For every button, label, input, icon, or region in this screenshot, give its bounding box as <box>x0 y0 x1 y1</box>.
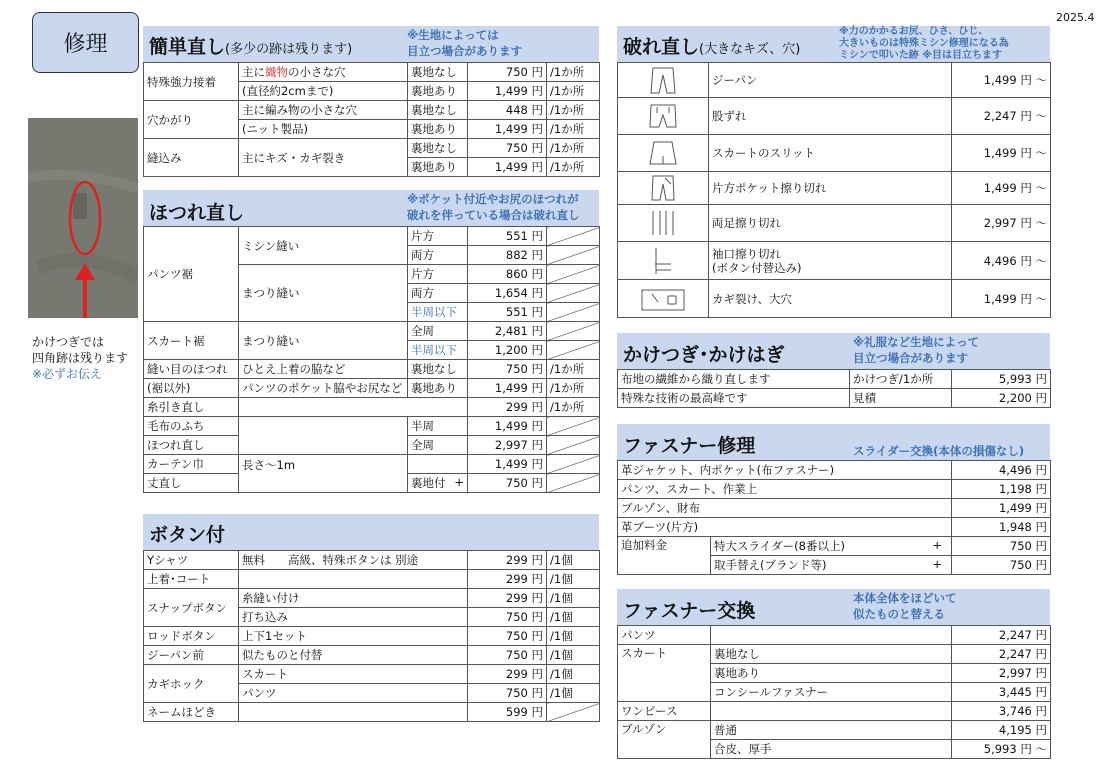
fasner-repair-table <box>617 460 1051 575</box>
table-row: カギ裂け、大穴 1,499 円 ～ <box>618 280 1051 318</box>
table-row: 毛布のふち 半周 1,499 円 <box>144 417 600 436</box>
kantan-table <box>143 62 600 177</box>
kantan-section <box>143 26 599 177</box>
table-row: (ニット製品) 裏地あり 1,499 円 /1か所 <box>144 120 600 139</box>
table-row: 丈直し 裏地付 + 750 円 <box>144 474 600 493</box>
table-row: (裾以外) パンツのポケット脇やお尻など 裏地あり 1,499 円 /1か所 <box>144 379 600 398</box>
table-row: カギホック スカート 299 円 /1個 <box>144 665 600 684</box>
button-section <box>143 514 599 722</box>
table-row: パンツ、スカート、作業上 1,198 円 <box>618 480 1051 499</box>
table-row: ネームほどき 599 円 <box>144 703 600 722</box>
kaketsugi-note <box>32 334 128 382</box>
fasner-repair-title: ファスナー修理 <box>623 435 756 457</box>
photo-annotation-icon <box>28 118 138 318</box>
table-row: 両方 882 円 <box>144 246 600 265</box>
table-row: 布地の繊維から織り直します かけつぎ/1か所 5,993 円 <box>618 370 1051 389</box>
fasner-repair-header <box>617 424 1050 460</box>
table-row: 合皮、厚手 5,993 円 ～ <box>618 740 1051 759</box>
note-line-2: 四角跡は残ります <box>32 351 129 365</box>
table-row: ほつれ直し 全周 2,997 円 <box>144 436 600 455</box>
table-row: 両足擦り切れ 2,997 円 ～ <box>618 205 1051 242</box>
fasner-repair-note: スライダー交換(本体の損傷なし) <box>853 444 1025 458</box>
hotsure-note: ※ポケット付近やお尻のほつれが 破れを伴っている場合は破れ直し <box>407 192 580 222</box>
hotsure-header <box>143 190 599 226</box>
table-row: 打ち込み 750 円 /1個 <box>144 608 600 627</box>
date-label: 2025.4 <box>1056 11 1095 24</box>
table-row: まつり縫い 片方 860 円 <box>144 265 600 284</box>
note-line-1: かけつぎでは <box>32 335 105 349</box>
table-row: ブルゾン 普通 4,195 円 <box>618 721 1051 740</box>
crotch-icon <box>643 101 683 131</box>
table-row: ブルゾン、財布 1,499 円 <box>618 499 1051 518</box>
table-row: 縫込み 主にキズ・カギ裂き 裏地なし 750 円 /1か所 <box>144 139 600 158</box>
kantan-title: 簡単直し(多少の跡は残ります) <box>149 36 353 58</box>
fasner-repair-section <box>617 424 1050 575</box>
skirt-icon <box>643 138 683 168</box>
pocket-icon <box>643 174 683 202</box>
table-row: 糸引き直し 299 円 /1か所 <box>144 398 600 417</box>
yabure-title: 破れ直し(大きなキズ、穴) <box>623 36 801 58</box>
tear-icon <box>638 284 688 314</box>
table-row: 縫い目のほつれ ひとえ上着の脇など 裏地なし 750 円 /1か所 <box>144 360 600 379</box>
button-title: ボタン付 <box>149 524 226 546</box>
table-row: 半周以下 1,200 円 <box>144 341 600 360</box>
hotsure-title: ほつれ直し <box>149 202 245 224</box>
yabure-table <box>617 62 1051 318</box>
hotsure-section <box>143 190 599 493</box>
table-row: 革ブーツ(片方) 1,948 円 <box>618 518 1051 537</box>
fasner-change-note: 本体全体をほどいて 似たものと替える <box>853 591 957 621</box>
fasner-change-section <box>617 589 1050 759</box>
table-row: (直径約2cmまで) 裏地あり 1,499 円 /1か所 <box>144 82 600 101</box>
button-header <box>143 514 599 550</box>
table-row: 片方ポケット擦り切れ 1,499 円 ～ <box>618 172 1051 205</box>
table-row: パンツ 2,247 円 <box>618 626 1051 645</box>
fasner-change-title: ファスナー交換 <box>623 600 756 622</box>
note-line-3: ※必ずお伝え <box>32 367 103 381</box>
table-row: 股ずれ 2,247 円 ～ <box>618 98 1051 135</box>
table-row: 追加料金 特大スライダー(8番以上) + 750 円 <box>618 537 1051 556</box>
table-row: 上着･コート 299 円 /1個 <box>144 570 600 589</box>
table-row: パンツ 750 円 /1個 <box>144 684 600 703</box>
table-row: ワンピース 3,746 円 <box>618 702 1051 721</box>
yabure-note: ※力のかかるお尻、ひさ、ひじ、 大きいものは特殊ミシン修理になる為 ミシンで叩いた跡 ※目は目立ちます <box>839 26 1009 61</box>
kantan-note: ※生地によっては 目立つ場合があります <box>407 28 522 58</box>
repair-photo <box>28 118 138 318</box>
table-row: ジーパン 1,499 円 ～ <box>618 63 1051 98</box>
table-row: 半周以下 551 円 <box>144 303 600 322</box>
table-row: ジーパン前 似たものと付替 750 円 /1個 <box>144 646 600 665</box>
table-row: 袖口擦り切れ (ボタン付替込み) 4,496 円 ～ <box>618 242 1051 280</box>
page-title: 修理 <box>32 12 139 73</box>
kaketsugi-note: ※礼服など生地によって 目立つ場合があります <box>853 335 980 365</box>
table-row: 両方 1,654 円 <box>144 284 600 303</box>
table-row: 裏地あり 2,997 円 <box>618 664 1051 683</box>
kaketsugi-section <box>617 333 1050 408</box>
fasner-change-table <box>617 625 1051 759</box>
table-row: カーテン巾 長さ～1m 1,499 円 <box>144 455 600 474</box>
table-row: 穴かがり 主に編み物の小さな穴 裏地なし 448 円 /1か所 <box>144 101 600 120</box>
kaketsugi-title: かけつぎ･かけはぎ <box>623 344 785 366</box>
table-row: スカート裾 まつり縫い 全周 2,481 円 <box>144 322 600 341</box>
cuff-icon <box>643 246 683 276</box>
yabure-header <box>617 26 1050 62</box>
table-row: 取手替え(ブランド等) + 750 円 <box>618 556 1051 575</box>
button-table <box>143 550 600 722</box>
yabure-section <box>617 26 1050 318</box>
hotsure-table <box>143 226 600 493</box>
table-row: パンツ裾 ミシン縫い 片方 551 円 <box>144 227 600 246</box>
table-row: スカートのスリット 1,499 円 ～ <box>618 135 1051 172</box>
legs-icon <box>643 208 683 238</box>
kantan-header <box>143 26 599 62</box>
table-row: 特殊な技術の最高峰です 見積 2,200 円 <box>618 389 1051 408</box>
table-row: スナップボタン 糸縫い付け 299 円 /1個 <box>144 589 600 608</box>
table-row: 革ジャケット、内ポケット(布ファスナー) 4,496 円 <box>618 461 1051 480</box>
table-row: ロッドボタン 上下1セット 750 円 /1個 <box>144 627 600 646</box>
kaketsugi-header <box>617 333 1050 369</box>
table-row: Yシャツ 無料 高級、特殊ボタンは 別途 299 円 /1個 <box>144 551 600 570</box>
table-row: 裏地あり 1,499 円 /1か所 <box>144 158 600 177</box>
table-row: コンシールファスナー 3,445 円 <box>618 683 1051 702</box>
jeans-icon <box>643 65 683 95</box>
table-row: 特殊強力接着 主に織物の小さな穴 裏地なし 750 円 /1か所 <box>144 63 600 82</box>
kaketsugi-table <box>617 369 1051 408</box>
table-row: スカート 裏地なし 2,247 円 <box>618 645 1051 664</box>
fasner-change-header <box>617 589 1050 625</box>
